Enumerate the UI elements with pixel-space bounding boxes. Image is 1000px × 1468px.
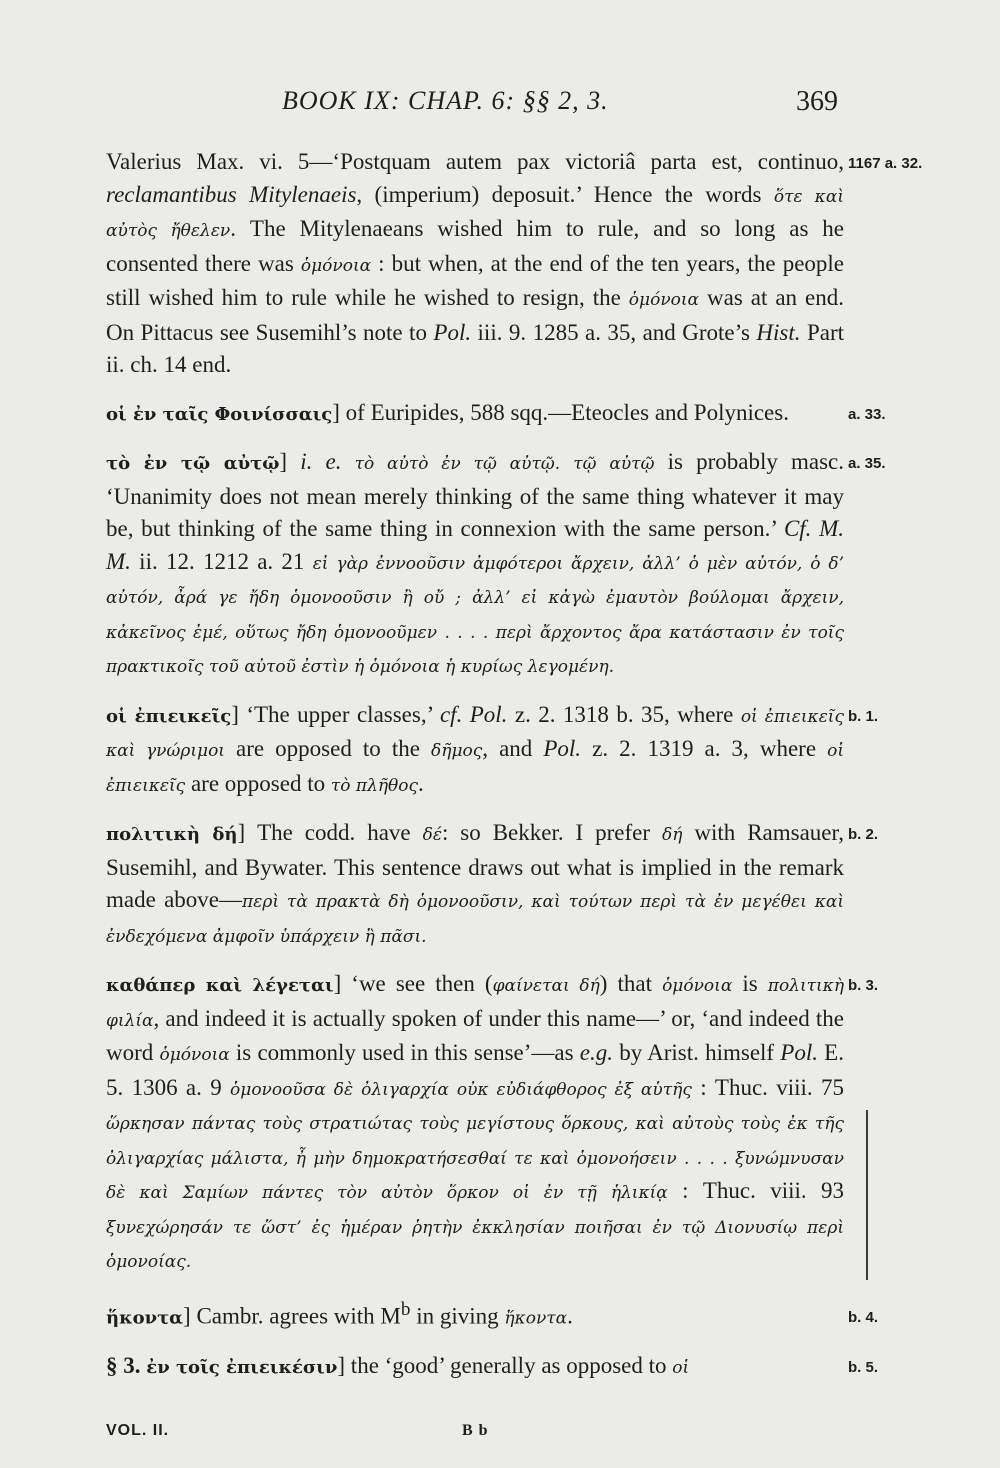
commentary-paragraph [106,1294,879,1335]
greek-text: περὶ τὰ πρακτὰ δὴ ὁμονοοῦσιν, καὶ τούτων περὶ τὰ ἐν μεγέθει καὶ ἐνδεχόμενα ἀμφοῖν ὑπάρχειν ἢ πᾶσι. [106,892,845,947]
greek-text: ὥρκησαν πάντας τοὺς στρατιώτας τοὺς μεγίστους ὅρκους, καὶ αὐτοὺς τοὺς ἐκ τῆς ὀλιγαρχίας μάλιστα, ἦ μὴν δημοκρατήσεσθαί τε καὶ ὁμονοήσειν . . . . ξυνώμνυσαν δὲ καὶ Σαμίων πάντες τὸν αὐτὸν ὅρκον οἱ ἐν τῇ ἡλικίᾳ [106,1114,844,1203]
running-title: BOOK IX: CHAP. 6: §§ 2, 3. [282,86,609,115]
text-run: ] [279,449,301,474]
lemma-greek: οἱ ἐπιεικεῖς [106,705,232,727]
text-run: ] Cambr. agrees with M [183,1303,401,1329]
italic-text: i. e. [300,449,342,474]
commentary-paragraph [106,968,879,1279]
commentary-paragraph [106,699,879,803]
italic-text: Pol. [543,736,582,761]
marginal-vertical-rule [866,1110,868,1280]
text-run: , and indeed it is actually spoken of under this name—’ or, ‘and indeed the word [106,1005,844,1065]
greek-text: ὁμόνοια [159,1045,230,1065]
greek-text: δέ [422,825,442,845]
italic-text: reclamantibus Mitylenaeis [106,181,357,207]
text-run: ] the ‘good’ generally as opposed to [337,1352,673,1378]
lemma-greek: οἱ ἐν ταῖς Φοινίσσαις [106,403,333,425]
text-run: Part ii. ch. 14 end. [106,319,844,377]
greek-text: φαίνεται δή [492,976,600,996]
marginal-line-reference: b. 5. [848,1358,879,1376]
text-run: . [418,770,424,796]
greek-text: οἱ ἐπιεικεῖς καὶ γνώριμοι [106,706,844,761]
greek-text: εἰ γὰρ ἐννοοῦσιν ἀμφότεροι ἄρχειν, ἀλλ’ ὁ μὲν αὐτόν, ὁ δ’ αὐτόν, ἆρά γε ἤδη ὁμονοοῦσιν ἢ οὔ ; ἀλλ’ εἰ κἀγὼ ἐμαυτὸν βούλομαι ἄρχειν, κἀκεῖνος ἐμέ, οὕτως ἤδη ὁμονοοῦμεν . . . . περὶ ἄρχοντος ἄρα κατάστασιν ἐν τοῖς πρακτικοῖς τοῦ αὐτοῦ ἐστὶν ἡ ὁμόνοια ἡ κυρίως λεγομένη. [106,553,844,677]
commentary-body [106,146,923,1384]
italic-text: Pol. [780,1040,818,1065]
text-run: was at an end. On Pittacus see Susemihl’s note to [106,285,844,345]
superscript-text: b [400,1298,411,1320]
lemma-greek: τὸ ἐν τῷ αὐτῷ [106,453,280,474]
text-run: . The Mitylenaeans wished him to rule, and so long as he consented there was [106,216,845,276]
greek-text: πολιτικὴ φιλία [106,976,845,1031]
text-run: by Arist. himself [613,1040,781,1065]
text-run: , and [482,736,544,761]
greek-text: οἱ [672,1357,690,1378]
greek-text: ὅτε καὶ αὐτὸς ἤθελεν [106,186,844,241]
section-mark: § 3. [106,1352,147,1378]
text-run: ) that [599,971,663,996]
greek-text: ὁμόνοια [300,255,372,276]
greek-text: τὸ αὐτὸ ἐν τῷ αὐτῷ. [354,454,561,474]
text-run: are opposed to the [224,736,432,761]
italic-text: Pol. [433,319,472,345]
text-run [560,449,573,474]
text-run: , (imperium) deposuit.’ Hence the words [356,181,774,207]
marginal-line-reference: b. 2. [848,826,879,843]
italic-text: Cf. M. M. [106,516,845,574]
marginal-line-reference: a. 33. [848,405,886,423]
text-run: Valerius Max. vi. 5—‘Postquam autem pax victoriâ parta est, continuo, [106,149,844,174]
text-run: : but when, at the end of the ten years, the people still wished him to rule while he wished to resign, the [106,250,844,310]
text-run: ] ‘The upper classes,’ [231,701,440,727]
page-number: 369 [796,86,838,117]
text-run: are opposed to [185,770,331,796]
text-run: is [732,971,768,996]
text-run: iii. 9. 1285 a. 35, and Grote’s [471,319,757,345]
lemma-greek: πολιτικὴ δή [106,824,238,845]
text-run: ] The codd. have [237,820,423,845]
page-footer [106,1422,844,1440]
lemma-greek: καθάπερ καὶ λέγεται [106,975,334,996]
text-run: ii. 12. 1212 a. 21 [130,548,313,574]
commentary-paragraph [106,817,879,953]
greek-text: ἥκοντα [504,1308,568,1329]
text-run: : Thuc. viii. 75 [691,1074,845,1100]
greek-text: τῷ αὐτῷ [573,454,655,474]
greek-text: ὁμονοοῦσα δὲ ὀλιγαρχία οὐκ εὐδιάφθορος ἐξ αὑτῆς [230,1079,692,1100]
lemma-greek: ἐν τοῖς ἐπιεικέσιν [146,1356,338,1378]
commentary-paragraph [106,1350,879,1385]
commentary-paragraph [106,397,886,432]
text-run: E. 5. 1306 a. 9 [106,1040,844,1100]
text-run [341,449,354,474]
volume-label: VOL. II. [106,1422,170,1439]
italic-text: e.g. [579,1040,613,1065]
text-run: : Thuc. viii. 93 [667,1178,844,1203]
marginal-line-reference: b. 4. [848,1309,879,1327]
marginal-line-reference: a. 35. [848,455,886,472]
text-run: is commonly used in this sense’—as [229,1040,580,1065]
greek-text: ὁμόνοια [628,290,700,310]
italic-text: cf. Pol. [439,701,508,727]
commentary-paragraph [106,146,923,382]
text-run: z. 2. 1318 b. 35, where [507,701,741,727]
text-run: z. 2. 1319 a. 3, where [581,736,828,761]
text-run: is probably masc. ‘Unanimity does not mean merely thinking of the same thing whatever it may be, but thinking of the same thing in connexion with the same person.’ [106,449,844,541]
greek-text: δή [662,825,683,845]
greek-text: δῆμος [431,741,483,761]
greek-text: οἱ ἐπιεικεῖς [106,741,845,796]
marginal-line-reference: 1167 a. 32. [848,155,923,172]
italic-text: Hist. [756,319,801,345]
text-run: ] of Euripides, 588 sqq.—Eteocles and Polynices. [332,399,789,425]
text-run: ] ‘we see then ( [333,971,493,996]
greek-text: τὸ πλῆθος [330,775,419,796]
commentary-paragraph [106,446,886,684]
greek-text: ὁμόνοια [662,976,733,996]
lemma-greek: ἥκοντα [106,1307,184,1329]
marginal-line-reference: b. 1. [848,707,879,725]
text-run: . [567,1303,573,1329]
greek-text: ξυνεχώρησάν τε ὥστ’ ἐς ἡμέραν ῥητὴν ἐκκλησίαν ποιῆσαι ἐν τῷ Διονυσίῳ περὶ ὁμονοίας. [106,1217,844,1272]
text-run: in giving [410,1303,505,1329]
text-run: : so Bekker. I prefer [441,820,662,845]
marginal-line-reference: b. 3. [848,977,879,994]
text-run: with Ramsauer, Susemihl, and Bywater. This sentence draws out what is implied in the remark made above— [106,820,845,912]
signature-mark: B b [462,1422,489,1439]
